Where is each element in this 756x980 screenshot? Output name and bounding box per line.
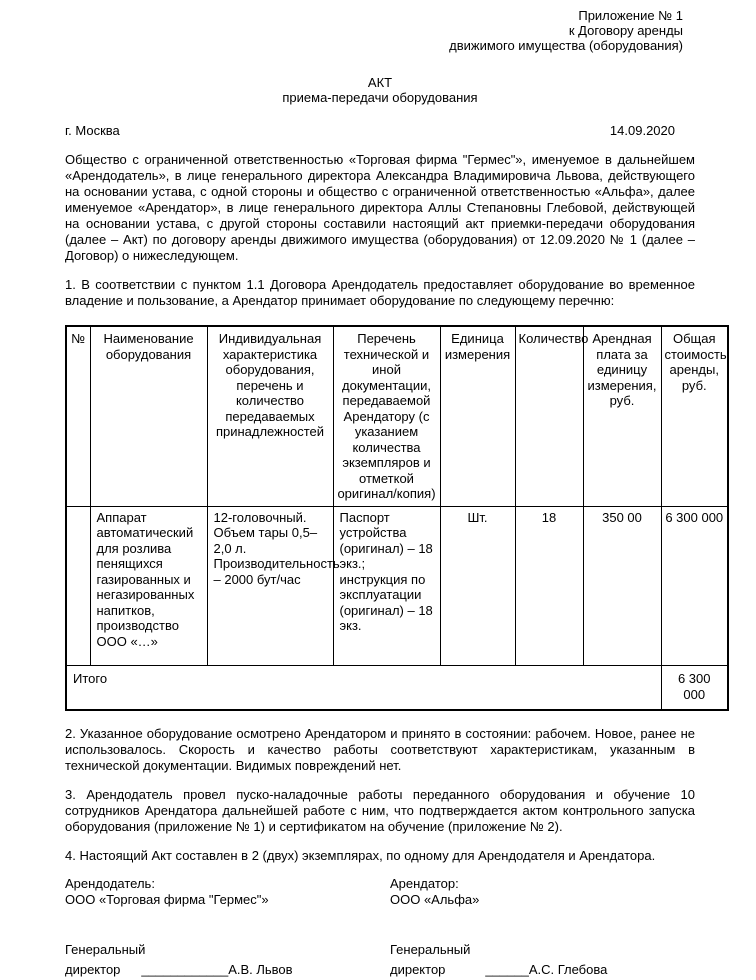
cell-num — [66, 506, 90, 666]
col-header-total: Общая стоимость аренды, руб. — [661, 326, 728, 506]
total-label-cell: Итого — [66, 666, 661, 711]
clause-2: 2. Указанное оборудование осмотрено Арендатором и принято в состоянии: рабочем. Новое, ранее не использовалось. Скорость и качество работы соответствуют характеристикам, указанным в технической документации. Видимых повреждений нет. — [65, 726, 695, 773]
lessor-label: Арендодатель: — [65, 876, 155, 891]
cell-name: Аппарат автоматический для розлива пенящихся газированных и негазированных напитков, производство ООО «…» — [90, 506, 207, 666]
cell-rate: 350 00 — [583, 506, 661, 666]
col-header-quantity: Количество — [515, 326, 583, 506]
total-value-cell: 6 300 000 — [661, 666, 728, 711]
cell-total: 6 300 000 — [661, 506, 728, 666]
cell-quantity: 18 — [515, 506, 583, 666]
city-date-row — [65, 123, 695, 139]
lessor-signer-name: А.В. Львов — [228, 962, 293, 977]
document-date: 14.09.2020 — [609, 123, 675, 138]
lessee-signature-line: ______ — [485, 962, 529, 977]
lessee-title-line1: Генеральный — [390, 942, 471, 957]
signature-block — [65, 940, 695, 980]
lessee-label: Арендатор: — [390, 876, 459, 891]
appendix-line: к Договору аренды — [568, 23, 683, 38]
appendix-line: Приложение № 1 — [578, 8, 683, 23]
clause-4: 4. Настоящий Акт составлен в 2 (двух) экземплярах, по одному для Арендодателя и Арендатора. — [65, 848, 656, 863]
lessee-title-line2: директор — [390, 962, 446, 977]
equipment-table — [65, 325, 729, 711]
table-header-row — [66, 326, 728, 506]
lessor-name: ООО «Торговая фирма "Гермес"» — [65, 892, 269, 907]
lessee-signature — [390, 940, 695, 980]
clause-3: 3. Арендодатель провел пуско-наладочные работы переданного оборудования и обучение 10 сотрудников Арендатора дальнейшей работе с ним, что подтверждается актом контрольного запуска оборудования (приложение № 1) и сертификатом на обучение (приложение № 2). — [65, 787, 695, 834]
appendix-block — [65, 8, 683, 53]
lessor-party — [65, 876, 390, 908]
lessor-title-line2: директор — [65, 962, 121, 977]
lessor-signature-row — [65, 960, 390, 980]
col-header-documentation: Перечень технической и иной документации, передаваемой Арендатору (с указанием количества экземпляров и отметкой оригинал/копия) — [333, 326, 440, 506]
col-header-name: Наименование оборудования — [90, 326, 207, 506]
lessee-signature-row — [390, 960, 695, 980]
lessee-name: ООО «Альфа» — [390, 892, 480, 907]
cell-characteristics: 12-головочный. Объем тары 0,5–2,0 л. Производительность – 2000 бут/час — [207, 506, 333, 666]
city-label: г. Москва — [65, 123, 120, 138]
lessor-signature-line: ____________ — [141, 962, 229, 977]
cell-documentation: Паспорт устройства (оригинал) – 18 экз.; инструкция по эксплуатации (оригинал) – 18 экз. — [333, 506, 440, 666]
col-header-characteristics: Индивидуальная характеристика оборудования, перечень и количество передаваемых принадлежностей — [207, 326, 333, 506]
appendix-line: движимого имущества (оборудования) — [449, 38, 683, 53]
lessee-signer-name: А.С. Глебова — [528, 962, 608, 977]
cell-unit: Шт. — [440, 506, 515, 666]
col-header-num: № — [66, 326, 90, 506]
table-footer-row — [66, 666, 728, 711]
document-title — [65, 75, 695, 105]
title-line-1: АКТ — [367, 75, 393, 90]
intro-paragraph: Общество с ограниченной ответственностью «Торговая фирма "Гермес"», именуемое в дальнейшем «Арендодатель», в лице генерального директора Александра Владимировича Львова, действующего на основании устава, с одной стороны и общество с ограниченной ответственностью «Альфа», далее именуемое «Арендатор», в лице генерального директора Аллы Степановны Глебовой, действующей на основании устава, с другой стороны составили настоящий акт приемки-передачи оборудования (далее – Акт) по договору аренды движимого имущества (оборудования) от 12.09.2020 № 1 (далее – Договор) о нижеследующем. — [65, 152, 695, 263]
lessor-signature — [65, 940, 390, 980]
parties-block — [65, 876, 695, 908]
clause-1: 1. В соответствии с пунктом 1.1 Договора Арендодатель предоставляет оборудование во временное владение и пользование, а Арендатор принимает оборудование по следующему перечню: — [65, 277, 695, 308]
lessor-title-line1: Генеральный — [65, 942, 146, 957]
title-line-2: приема-передачи оборудования — [282, 90, 478, 105]
table-row — [66, 506, 728, 666]
col-header-rate: Арендная плата за единицу измерения, руб. — [583, 326, 661, 506]
lessee-party — [390, 876, 695, 908]
col-header-unit: Единица измерения — [440, 326, 515, 506]
